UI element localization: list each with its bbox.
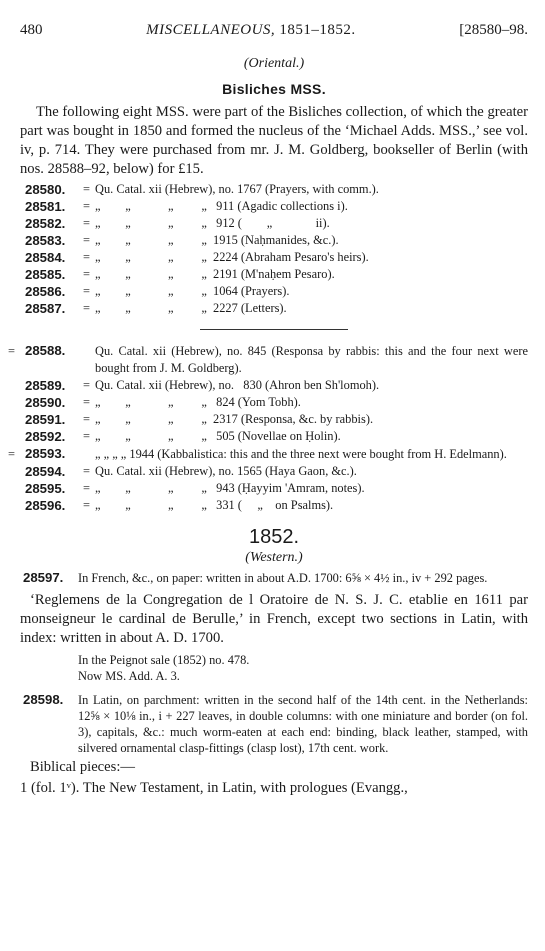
equals-sign: = xyxy=(83,199,90,213)
running-title-text: MISCELLANEOUS, xyxy=(146,22,276,38)
equals-sign: = xyxy=(83,182,90,196)
year-heading: 1852. xyxy=(248,526,300,548)
equals-sign: = xyxy=(83,395,90,409)
subheading-western: (Western.) xyxy=(245,550,303,565)
equals-sign: = xyxy=(83,267,90,281)
entry-text: „ „ „ „ 824 (Yom Tobh). xyxy=(95,395,301,409)
entry-text: „ „ „ „ 2317 (Responsa, &c. by rabbis). xyxy=(95,412,374,426)
catalogue-entry xyxy=(20,300,528,317)
entry-text: „ „ „ „ 505 (Novellae on Ḥolin). xyxy=(95,429,341,443)
equals-sign: = xyxy=(83,429,90,443)
provenance-note: In the Peignot sale (1852) no. 478. xyxy=(78,653,250,667)
equals-sign: = xyxy=(83,216,90,230)
entry-text: Qu. Catal. xii (Hebrew), no. 1565 (Haya Gaon, &c.). xyxy=(95,464,357,478)
entry-description: In French, &c., on paper: written in about A.D. 1700: 6⅝ × 4½ in., iv + 292 pages. xyxy=(78,571,488,585)
entry-number: 28595. xyxy=(25,481,66,496)
entry-description: In Latin, on parchment: written in the second half of the 14th cent. in the Netherlands: 12⅝ × 10⅛ in., i + 227 leaves, in double columns: with one miniature and border (on fol. 3), capitals, &c.: much worm-eaten at each end: binding, black leather, stamped, with silvered ornamental clasp-fittings (clasp lost), 17th cent. work. xyxy=(78,693,528,755)
equals-sign: = xyxy=(83,250,90,264)
entry-number: 28581. xyxy=(25,199,66,214)
entry-text: „ „ „ „ 2227 (Letters). xyxy=(95,301,287,315)
equals-sign: = xyxy=(83,498,90,512)
catalogue-entry xyxy=(20,198,528,215)
catalogue-entry xyxy=(20,497,528,514)
entry-text: „ „ „ „ 912 ( „ ii). xyxy=(95,216,330,230)
entry-number: 28589. xyxy=(25,378,66,393)
running-title-years: 1851–1852. xyxy=(275,22,356,38)
equals-sign: = xyxy=(83,233,90,247)
entry-number: 28596. xyxy=(25,498,66,513)
catalogue-entry xyxy=(20,232,528,249)
entry-number: 28587. xyxy=(25,301,66,316)
biblical-pieces-label: Biblical pieces:— xyxy=(30,759,135,775)
entry-28597 xyxy=(20,570,528,586)
catalogue-entry xyxy=(20,377,528,394)
catalogue-entry xyxy=(20,181,528,198)
entry-number: 28583. xyxy=(25,233,66,248)
entry-number: 28598. xyxy=(23,692,64,707)
catalogue-entry xyxy=(20,215,528,232)
shelfmark-range: [28580–98. xyxy=(459,22,528,38)
entry-number: 28588. xyxy=(25,343,66,358)
contents-item-1: 1 (fol. 1ᵛ). The New Testament, in Latin, with prologues (Evangg., xyxy=(20,780,408,796)
entry-number: 28597. xyxy=(23,570,64,585)
catalogue-entry xyxy=(8,445,528,463)
entry-number: 28582. xyxy=(25,216,66,231)
page-number: 480 xyxy=(20,22,43,38)
catalogue-entry xyxy=(20,249,528,266)
entry-number: 28593. xyxy=(25,446,66,461)
entry-number: 28594. xyxy=(25,464,66,479)
equals-sign: = xyxy=(83,464,90,478)
entry-number: 28590. xyxy=(25,395,66,410)
entry-text: „ „ „ „ 2191 (M'naḥem Pesaro). xyxy=(95,267,335,281)
entry-text: „ „ „ „ 1915 (Naḥmanides, &c.). xyxy=(95,233,339,247)
manuscript-title-paragraph: ‘Reglemens de la Congregation de l Oratoire de N. S. J. C. etablie en 1611 par monseigneur le cardinal de Berulle,’ in French, except two sections in Latin, with index: written in about A. D. 1700. xyxy=(20,592,528,646)
entry-text: „ „ „ „ 2224 (Abraham Pesaro's heirs). xyxy=(95,250,369,264)
entries-group-1 xyxy=(20,181,528,317)
running-head xyxy=(20,22,528,44)
catalogue-entry xyxy=(20,428,528,445)
section-divider xyxy=(200,329,348,330)
entry-text: „ „ „ „ 1944 (Kabbalistica: this and the three next were bought from H. Edelmann). xyxy=(95,447,507,461)
catalogue-entry xyxy=(20,480,528,497)
entry-text: „ „ „ „ 331 ( „ on Psalms). xyxy=(95,498,334,512)
entry-number: 28580. xyxy=(25,182,66,197)
catalogue-entry xyxy=(20,283,528,300)
catalogue-entry xyxy=(8,342,528,377)
running-title xyxy=(146,22,356,39)
entry-number: 28586. xyxy=(25,284,66,299)
subheading-oriental: (Oriental.) xyxy=(243,56,305,71)
entry-number: 28584. xyxy=(25,250,66,265)
equals-sign: = xyxy=(83,378,90,392)
entry-text: Qu. Catal. xii (Hebrew), no. 1767 (Prayers, with comm.). xyxy=(95,182,379,196)
equals-sign: = xyxy=(83,412,90,426)
catalogue-entry xyxy=(20,463,528,480)
entry-number: 28592. xyxy=(25,429,66,444)
catalogue-entry xyxy=(20,411,528,428)
entry-text: „ „ „ „ 911 (Agadic collections i). xyxy=(95,199,348,213)
entry-number: 28585. xyxy=(25,267,66,282)
entry-28598 xyxy=(20,692,528,756)
equals-sign: = xyxy=(83,301,90,315)
entry-text: „ „ „ „ 943 (Ḥayyim 'Amram, notes). xyxy=(95,481,365,495)
current-shelfmark-note: Now MS. Add. A. 3. xyxy=(78,669,180,683)
catalogue-entry xyxy=(20,394,528,411)
catalogue-entry xyxy=(20,266,528,283)
entry-number: 28591. xyxy=(25,412,66,427)
intro-paragraph: The following eight MSS. were part of the Bisliches collection, of which the greater part was bought in 1850 and formed the nucleus of the ‘Michael Adds. MSS.,’ see vol. iv, p. 714. They were purchased from mr. J. M. Goldberg, bookseller of Berlin (with nos. 28588–92, below) for £15. xyxy=(20,104,528,177)
equals-sign: = xyxy=(8,344,15,358)
collection-title: Bisliches MSS. xyxy=(222,81,326,97)
entries-group-2 xyxy=(8,342,528,514)
entry-text: Qu. Catal. xii (Hebrew), no. 830 (Ahron ben Sh'lomoh). xyxy=(95,378,380,392)
entry-text: „ „ „ „ 1064 (Prayers). xyxy=(95,284,290,298)
page xyxy=(8,22,528,798)
entry-text: Qu. Catal. xii (Hebrew), no. 845 (Responsa by rabbis: this and the four next were bought from J. M. Goldberg). xyxy=(95,344,528,375)
equals-sign: = xyxy=(83,481,90,495)
equals-sign: = xyxy=(83,284,90,298)
equals-sign: = xyxy=(8,447,15,461)
